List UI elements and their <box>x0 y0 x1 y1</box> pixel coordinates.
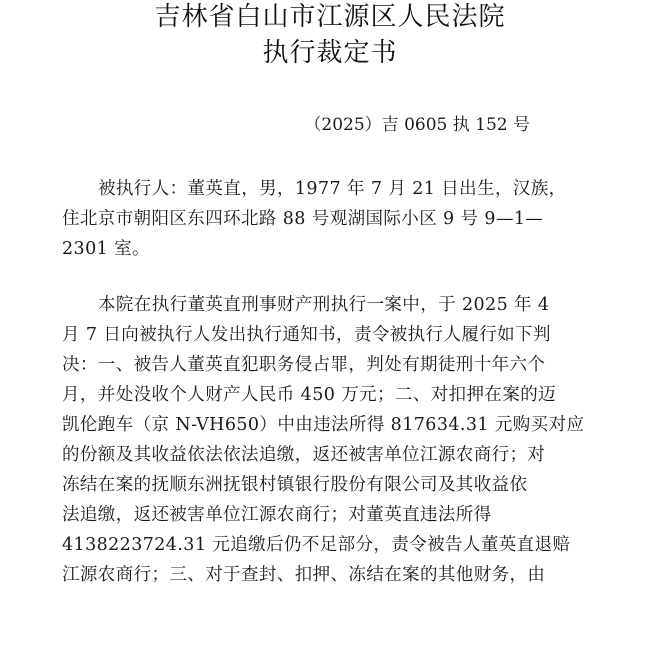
paragraph-respondent <box>62 174 582 264</box>
text-line: 2301 室。 <box>62 239 150 259</box>
text-line: 月 7 日向被执行人发出执行通知书，责令被执行人履行如下判 <box>62 325 551 345</box>
court-name-heading: 吉林省白山市江源区人民法院 <box>154 2 506 32</box>
text-line: 月，并处没收个人财产人民币 450 万元；二、对扣押在案的迈 <box>62 385 557 405</box>
case-number: （2025）吉 0605 执 152 号 <box>304 115 530 135</box>
text-line: 冻结在案的抚顺东洲抚银村镇银行股份有限公司及其收益依 <box>62 475 528 495</box>
text-line: 决：一、被告人董英直犯职务侵占罪，判处有期徒刑十年六个 <box>62 355 546 375</box>
text-line: 江源农商行；三、对于查封、扣押、冻结在案的其他财务，由 <box>62 565 546 585</box>
paragraph-execution-details <box>62 290 585 590</box>
text-line: 住北京市朝阳区东四环北路 88 号观湖国际小区 9 号 9—1— <box>62 209 544 229</box>
text-line: 本院在执行董英直刑事财产刑执行一案中，于 2025 年 4 <box>98 295 550 315</box>
document-type-heading: 执行裁定书 <box>262 38 398 68</box>
text-line: 凯伦跑车（京 N-VH650）中由违法所得 817634.31 元购买对应 <box>62 415 585 435</box>
text-line: 4138223724.31 元追缴后仍不足部分，责令被告人董英直退赔 <box>62 535 571 555</box>
text-line: 被执行人：董英直，男，1977 年 7 月 21 日出生，汉族， <box>98 179 567 199</box>
text-line: 法追缴，返还被害单位江源农商行；对董英直违法所得 <box>62 505 492 525</box>
text-line: 的份额及其收益依法依法追缴，返还被害单位江源农商行；对 <box>62 445 546 465</box>
